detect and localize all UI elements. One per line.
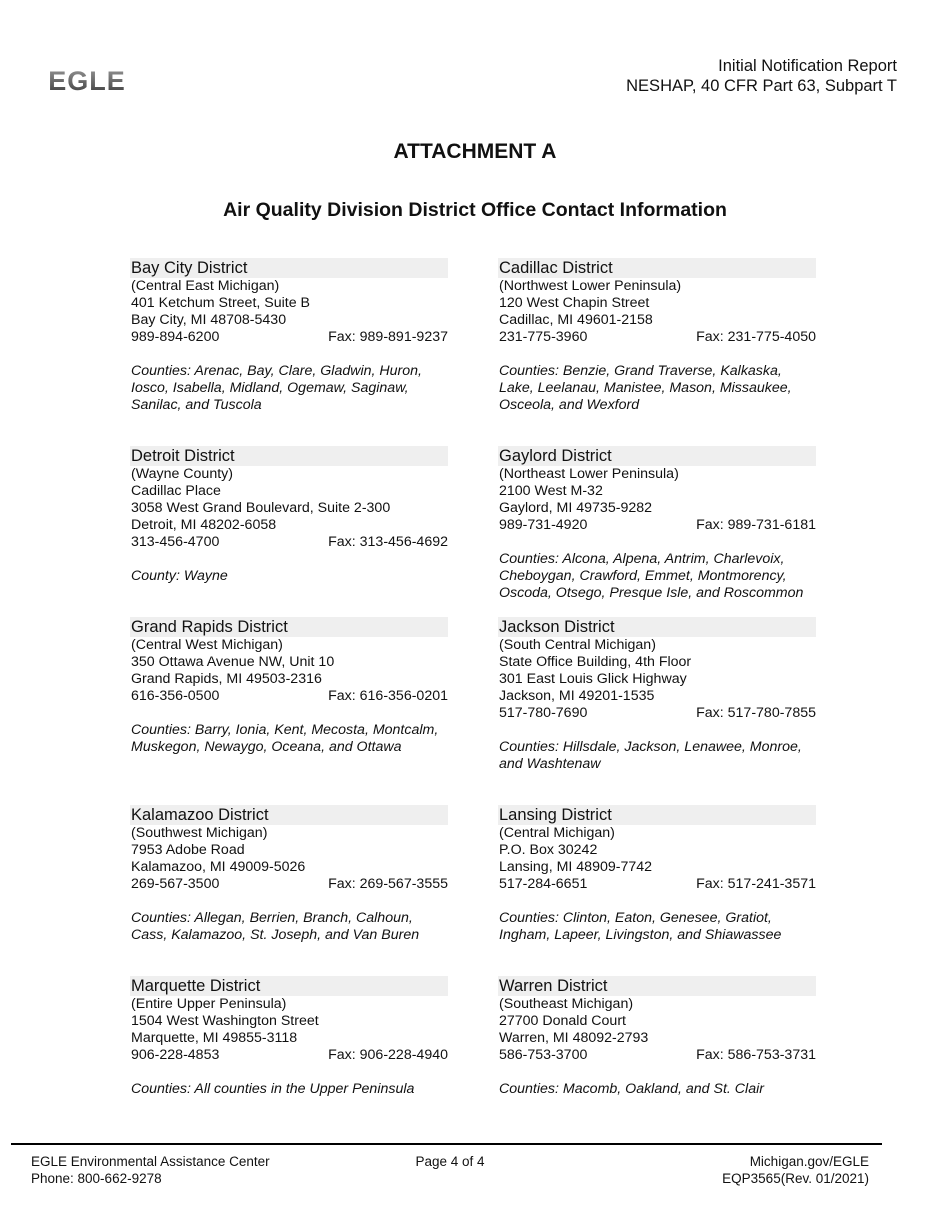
office-phone-row [498,1047,816,1064]
office-address-line: Kalamazoo, MI 49009-5026 [131,859,306,875]
office-address-line: 3058 West Grand Boulevard, Suite 2-300 [131,500,391,516]
section-subtitle: Air Quality Division District Office Contact Information [223,199,727,221]
office-address-line: P.O. Box 30242 [499,842,598,858]
office-name: Gaylord District [498,446,816,466]
footer-center-name: EGLE Environmental Assistance Center [31,1154,270,1169]
office-region: (Entire Upper Peninsula) [131,996,287,1012]
office-region: (Southwest Michigan) [131,825,268,841]
office-name: Grand Rapids District [130,617,448,637]
office-phone: 906-228-4853 [131,1047,220,1063]
form-number: EQP3565(Rev. 01/2021) [722,1171,869,1186]
office-region: (Central East Michigan) [131,278,280,294]
office-card [130,617,448,756]
office-address-line: Marquette, MI 49855-3118 [131,1030,298,1046]
footer-phone: Phone: 800-662-9278 [31,1171,162,1186]
office-counties: Counties: Benzie, Grand Traverse, Kalkaska, Lake, Leelanau, Manistee, Mason, Missaukee, Osceola, and Wexford [499,363,792,413]
page-number: Page 4 of 4 [415,1154,485,1169]
office-phone-row [498,517,816,534]
office-card [130,258,448,414]
office-counties: Counties: Arenac, Bay, Clare, Gladwin, Huron, Iosco, Isabella, Midland, Ogemaw, Saginaw, Sanilac, and Tuscola [131,363,422,413]
office-name: Jackson District [498,617,816,637]
office-name: Cadillac District [498,258,816,278]
office-phone-row [130,688,448,705]
office-region: (Central West Michigan) [131,637,283,653]
office-fax: Fax: 517-241-3571 [696,876,816,892]
office-fax: Fax: 586-753-3731 [696,1047,816,1063]
office-phone: 517-284-6651 [499,876,588,892]
office-address-line: 350 Ottawa Avenue NW, Unit 10 [131,654,335,670]
office-card [498,617,816,773]
report-title: Initial Notification Report [718,57,897,75]
office-phone-row [498,876,816,893]
footer-website: Michigan.gov/EGLE [749,1154,869,1169]
office-card [498,805,816,944]
office-address-line: Bay City, MI 48708-5430 [131,312,287,328]
office-phone-row [130,534,448,551]
office-phone: 989-731-4920 [499,517,588,533]
office-card [130,976,448,1098]
office-name: Warren District [498,976,816,996]
office-fax: Fax: 989-731-6181 [696,517,816,533]
office-phone-row [498,329,816,346]
office-fax: Fax: 517-780-7855 [696,705,816,721]
office-phone: 586-753-3700 [499,1047,588,1063]
office-counties: Counties: All counties in the Upper Peninsula [131,1081,415,1097]
office-name: Kalamazoo District [130,805,448,825]
svg-text:EGLE: EGLE [48,66,126,96]
office-region: (Central Michigan) [499,825,615,841]
office-fax: Fax: 231-775-4050 [696,329,816,345]
office-fax: Fax: 269-567-3555 [328,876,448,892]
office-name: Marquette District [130,976,448,996]
office-name: Bay City District [130,258,448,278]
footer-meta [722,1153,869,1187]
office-fax: Fax: 313-456-4692 [328,534,448,550]
office-phone: 313-456-4700 [131,534,220,550]
office-address-line: 27700 Donald Court [499,1013,626,1029]
office-address-line: Warren, MI 48092-2793 [499,1030,649,1046]
office-name: Detroit District [130,446,448,466]
office-fax: Fax: 906-228-4940 [328,1047,448,1063]
office-card [130,805,448,944]
office-card [130,446,448,585]
report-header [626,56,897,96]
office-counties: Counties: Allegan, Berrien, Branch, Calhoun, Cass, Kalamazoo, St. Joseph, and Van Buren [131,910,420,943]
office-phone: 517-780-7690 [499,705,588,721]
attachment-title: ATTACHMENT A [393,140,557,163]
office-region: (Wayne County) [131,466,233,482]
office-region: (Northeast Lower Peninsula) [499,466,679,482]
office-phone: 231-775-3960 [499,329,588,345]
office-counties: Counties: Macomb, Oakland, and St. Clair [499,1081,764,1097]
office-phone: 989-894-6200 [131,329,220,345]
office-counties: Counties: Hillsdale, Jackson, Lenawee, Monroe, and Washtenaw [499,739,802,772]
office-region: (Southeast Michigan) [499,996,634,1012]
office-phone-row [130,1047,448,1064]
office-address-line: Grand Rapids, MI 49503-2316 [131,671,322,687]
office-address-line: 401 Ketchum Street, Suite B [131,295,311,311]
office-address-line: Detroit, MI 48202-6058 [131,517,277,533]
office-name: Lansing District [498,805,816,825]
office-counties: Counties: Alcona, Alpena, Antrim, Charlevoix, Cheboygan, Crawford, Emmet, Montmorency, Oscoda, Otsego, Presque Isle, and Roscommon [499,551,804,601]
office-phone-row [130,876,448,893]
office-address-line: Lansing, MI 48909-7742 [499,859,653,875]
office-region: (Northwest Lower Peninsula) [499,278,682,294]
egle-logo [47,64,127,96]
office-fax: Fax: 616-356-0201 [328,688,448,704]
office-address-line: State Office Building, 4th Floor [499,654,692,670]
office-address-line: 1504 West Washington Street [131,1013,319,1029]
office-address-line: Gaylord, MI 49735-9282 [499,500,653,516]
office-address-line: 2100 West M-32 [499,483,603,499]
office-phone-row [498,705,816,722]
office-phone: 616-356-0500 [131,688,220,704]
office-address-line: 7953 Adobe Road [131,842,245,858]
office-card [498,976,816,1098]
office-phone-row [130,329,448,346]
office-region: (South Central Michigan) [499,637,656,653]
footer-divider [11,1143,882,1145]
office-counties: Counties: Clinton, Eaton, Genesee, Gratiot, Ingham, Lapeer, Livingston, and Shiawassee [499,910,782,943]
office-address-line: Cadillac Place [131,483,221,499]
office-card [498,258,816,414]
office-counties: County: Wayne [131,568,228,584]
office-address-line: Cadillac, MI 49601-2158 [499,312,653,328]
report-regulation: NESHAP, 40 CFR Part 63, Subpart T [626,77,897,95]
office-counties: Counties: Barry, Ionia, Kent, Mecosta, Montcalm, Muskegon, Newaygo, Oceana, and Ottawa [131,722,439,755]
office-card [498,446,816,602]
office-fax: Fax: 989-891-9237 [328,329,448,345]
office-address-line: 120 West Chapin Street [499,295,650,311]
office-address-line: Jackson, MI 49201-1535 [499,688,655,704]
office-phone: 269-567-3500 [131,876,220,892]
office-address-line: 301 East Louis Glick Highway [499,671,687,687]
